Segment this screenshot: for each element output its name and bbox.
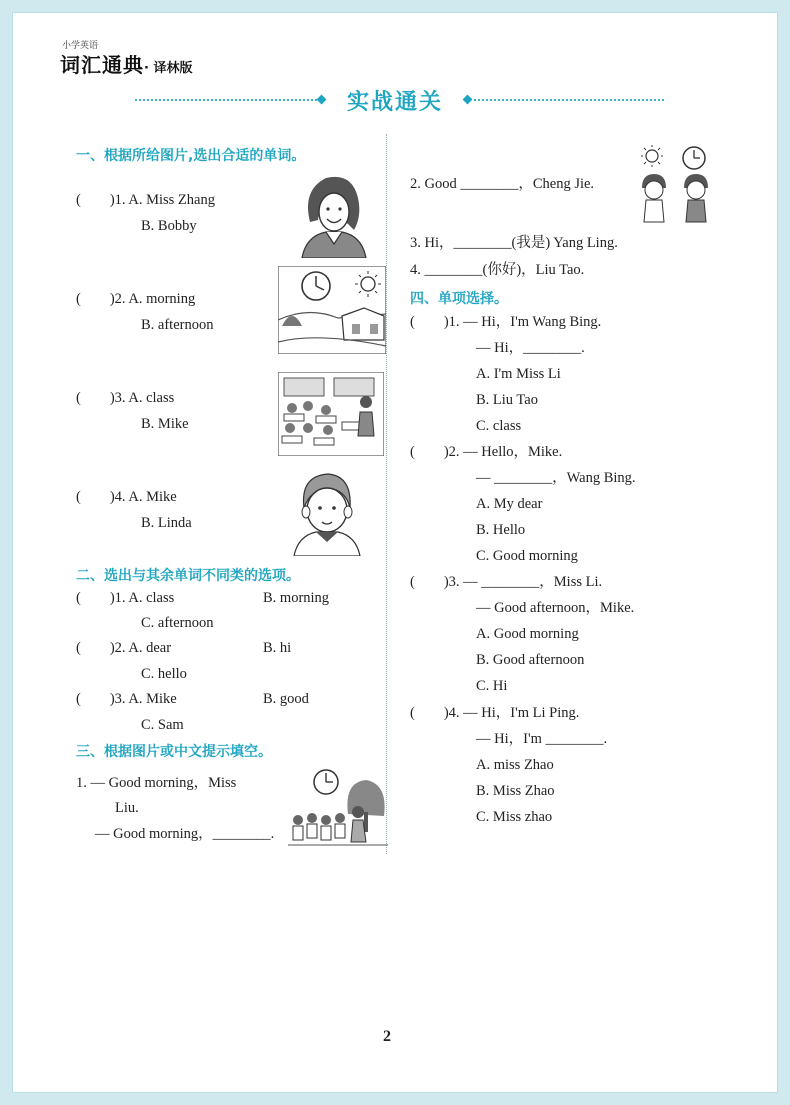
s3-q2: 2. Good ________，Cheng Jie. [410, 176, 595, 192]
s4-q4-option-a: A. miss Zhao [476, 757, 554, 773]
s1-q4-line-a: ( )4. A. Mike [76, 489, 177, 505]
book-edition: · 译林版 [144, 61, 193, 76]
s3-q3: 3. Hi，________(我是) Yang Ling. [410, 235, 618, 251]
book-title [60, 49, 192, 78]
s1-q3-line-b: B. Mike [141, 416, 189, 432]
s1-q3-line-a: ( )3. A. class [76, 390, 175, 406]
s4-q3-stem: ( )3. — ________，Miss Li. [410, 574, 603, 590]
s1-q2-line-a: ( )2. A. morning [76, 291, 196, 307]
book-title-main: 词汇通典 [60, 53, 144, 77]
sun-clock-children-illustration [630, 144, 712, 226]
band-line-right [474, 99, 664, 101]
s4-q2-option-a: A. My dear [476, 496, 543, 512]
s3-q1-line2: Liu. [115, 800, 139, 816]
s4-q2-reply: — ________，Wang Bing. [476, 470, 636, 486]
s4-q2-stem: ( )2. — Hello，Mike. [410, 444, 563, 460]
s4-q2-option-b: B. Hello [476, 522, 526, 538]
s1-q1-line-b: B. Bobby [141, 218, 197, 234]
section-3-title: 三、根据图片或中文提示填空。 [76, 744, 272, 760]
children-morning-illustration [288, 766, 388, 846]
section-2-title: 二、选出与其余单词不同类的选项。 [76, 568, 300, 584]
s2-q1-line-a: ( )1. A. class [76, 590, 175, 606]
s4-q3-option-c: C. Hi [476, 678, 508, 694]
s2-q2-option-b: B. hi [263, 640, 292, 656]
classroom-illustration [278, 372, 384, 456]
s3-q1-line3: — Good morning，________. [95, 826, 275, 842]
woman-teacher-illustration [296, 172, 368, 258]
section-band-title: 实战通关 [346, 90, 443, 115]
s2-q3-line-a: ( )3. A. Mike [76, 691, 177, 707]
s4-q4-stem: ( )4. — Hi，I'm Li Ping. [410, 705, 580, 721]
s3-q4: 4. ________(你好)，Liu Tao. [410, 262, 585, 278]
s1-q1-line-a: ( )1. A. Miss Zhang [76, 192, 215, 208]
column-divider [386, 134, 387, 854]
page-number: 2 [383, 1028, 391, 1045]
s4-q3-option-b: B. Good afternoon [476, 652, 585, 668]
s4-q1-stem: ( )1. — Hi，I'm Wang Bing. [410, 314, 602, 330]
section-4-title: 四、单项选择。 [410, 291, 508, 307]
s1-q2-line-b: B. afternoon [141, 317, 214, 333]
band-line-left [135, 99, 325, 101]
section-1-title: 一、根据所给图片,选出合适的单词。 [76, 148, 306, 164]
s4-q4-reply: — Hi，I'm ________. [476, 731, 608, 747]
s4-q1-option-c: C. class [476, 418, 522, 434]
s2-q3-option-c: C. Sam [141, 717, 184, 733]
s2-q1-option-c: C. afternoon [141, 615, 214, 631]
s1-q4-line-b: B. Linda [141, 515, 192, 531]
s4-q4-option-b: B. Miss Zhao [476, 783, 555, 799]
s4-q3-reply: — Good afternoon，Mike. [476, 600, 635, 616]
s4-q1-option-a: A. I'm Miss Li [476, 366, 561, 382]
s4-q4-option-c: C. Miss zhao [476, 809, 553, 825]
s2-q2-line-a: ( )2. A. dear [76, 640, 172, 656]
s4-q1-reply: — Hi，________. [476, 340, 585, 356]
s2-q3-option-b: B. good [263, 691, 309, 707]
series-label: 小学英语 [62, 41, 99, 51]
morning-scene-illustration [278, 266, 386, 354]
s3-q1-line1: 1. — Good morning，Miss [76, 775, 237, 791]
s4-q3-option-a: A. Good morning [476, 626, 579, 642]
boy-mike-illustration [290, 468, 362, 556]
s2-q2-option-c: C. hello [141, 666, 187, 682]
s4-q1-option-b: B. Liu Tao [476, 392, 538, 408]
s4-q2-option-c: C. Good morning [476, 548, 578, 564]
s2-q1-option-b: B. morning [263, 590, 330, 606]
